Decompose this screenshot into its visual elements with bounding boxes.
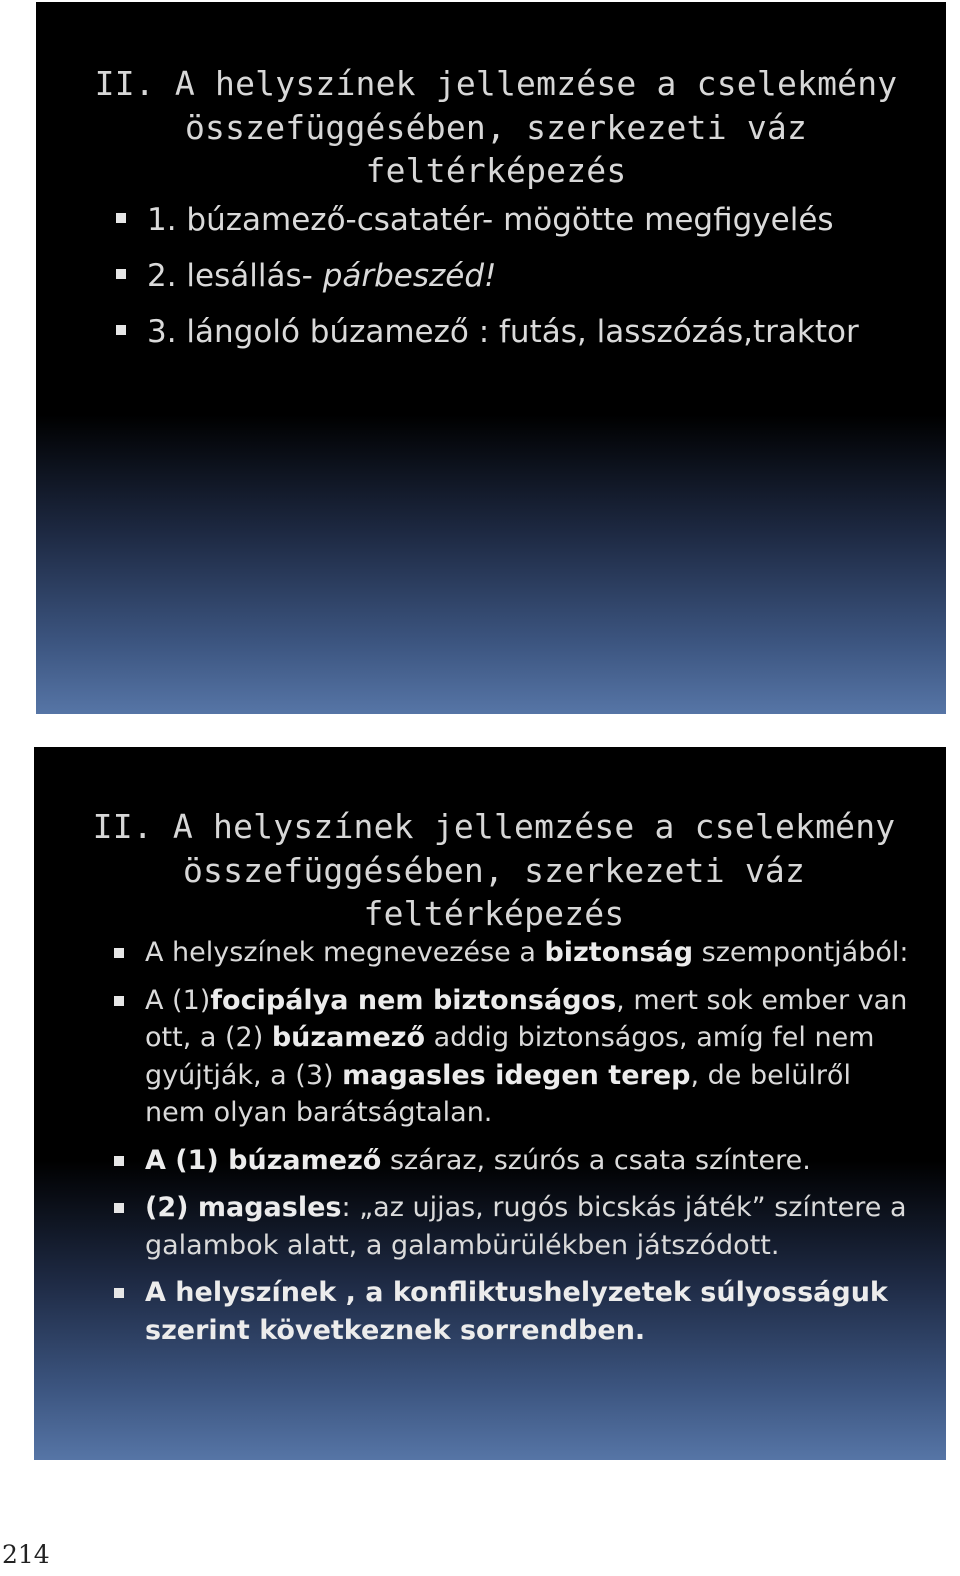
slide-1 <box>36 2 946 714</box>
bullet-bold-text: magasles idegen terep <box>342 1059 691 1091</box>
bullet-text: A (1) <box>145 984 211 1016</box>
bullet-bold-text: (2) magasles <box>145 1192 342 1223</box>
title-line: összefüggésében, szerkezeti váz <box>182 850 806 890</box>
slide-title <box>74 805 914 936</box>
bullet-text: addig biztonságos, amíg fel nem gyújtják, a (3) <box>145 1022 875 1091</box>
page-number: 214 <box>2 1540 50 1569</box>
bullet-item <box>111 254 921 310</box>
bullet-italic-text: párbeszéd! <box>322 258 497 294</box>
bullet-list <box>111 198 921 366</box>
bullet-item <box>111 198 921 254</box>
title-line: II. A helyszínek jellemzése a cselekmény <box>92 807 896 846</box>
bullet-text: 3. lángoló búzamező : futás, lasszózás,traktor <box>147 314 859 350</box>
bullet-list <box>109 934 919 1359</box>
bullet-item <box>109 1142 919 1180</box>
slide-title <box>76 62 916 193</box>
title-line: összefüggésében, szerkezeti váz <box>184 107 808 147</box>
title-line: feltérképezés <box>365 151 627 190</box>
bullet-bold-text: A (1) búzamező <box>145 1144 382 1176</box>
bullet-item <box>109 982 919 1132</box>
bullet-text: 1. búzamező-csatatér- mögötte megfigyelés <box>147 202 834 238</box>
bullet-text: szempontjából: <box>693 937 909 968</box>
bullet-item <box>109 1189 919 1264</box>
bullet-bold-text: biztonság <box>544 937 694 968</box>
slide-2 <box>34 747 946 1460</box>
bullet-text: száraz, szúrós a csata színtere. <box>381 1144 811 1176</box>
bullet-bold-text: A helyszínek , a konfliktushelyzetek súlyosságuk szerint következnek sorrendben. <box>145 1277 888 1346</box>
bullet-bold-text: búzamező <box>271 1022 426 1053</box>
title-line: II. A helyszínek jellemzése a cselekmény <box>94 64 898 103</box>
bullet-bold-text: focipálya nem biztonságos <box>210 984 617 1016</box>
bullet-text: : „az ujjas, rugós bicskás játék” színtere a galambok alatt, a galambürülékben játszódott. <box>145 1192 907 1261</box>
bullet-item <box>111 310 921 366</box>
bullet-text: A helyszínek megnevezése a <box>145 937 545 968</box>
bullet-text: , mert sok ember van ott, a (2) <box>145 984 908 1053</box>
bullet-text: 2. lesállás- <box>147 258 323 294</box>
title-line: feltérképezés <box>363 894 625 933</box>
bullet-text: , de belülről nem olyan barátságtalan. <box>145 1059 851 1128</box>
bullet-item <box>109 934 919 972</box>
bullet-item <box>109 1274 919 1349</box>
